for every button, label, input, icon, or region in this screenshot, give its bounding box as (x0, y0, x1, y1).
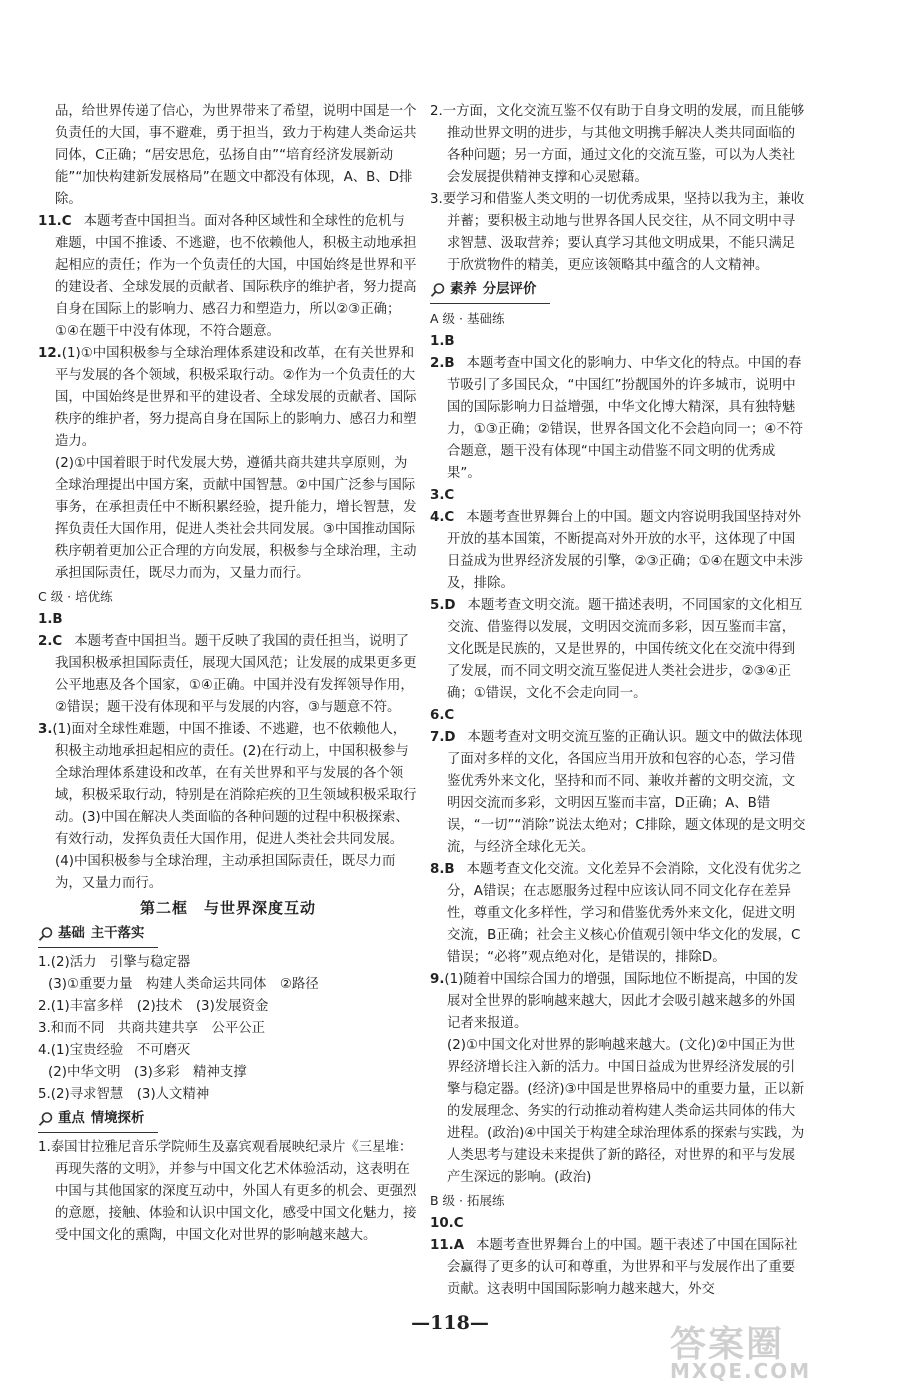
question-number: 8. (430, 862, 445, 877)
question-number: 10. (430, 1216, 454, 1231)
magnifier-icon (38, 926, 54, 942)
section-label: 情境探析 (90, 1111, 145, 1126)
answer-a7 (430, 727, 808, 859)
level-c-heading: C 级 · 培优练 (38, 589, 113, 604)
question-number: 11. (38, 214, 62, 229)
answer-text: (1)面对全球性难题，中国不推诿、不逃避，也不依赖他人，积极主动地承担起相应的责任。(2)在行动上，中国积极参与全球治理体系建设和改革，在有关世界和平与发展的各个领域，积极采取行动，特别是在消除疟疾的卫生领域积极采取行动。(3)中国在解决人类面临的各种问题的过程中积极探索、有效行动，发挥负责任大国作用，促进人类社会共同发展。(4)中国积极参与全球治理，主动承担国际责任，既尽力而为，又量力而行。 (52, 722, 417, 891)
question-number: 12. (38, 346, 62, 361)
answer-letter: C (61, 214, 72, 229)
left-column (38, 101, 418, 1247)
answer-a9-part1 (430, 969, 808, 1035)
answer-text: 本题考查世界舞台上的中国。题干表述了中国在国际社会赢得了更多的认可和尊重，为世界和平与发展作出了重要贡献。这表明中国国际影响力越来越大，外交 (447, 1238, 798, 1297)
answer-letter: D (444, 730, 456, 745)
section-label: 主干落实 (90, 926, 145, 941)
question-number: 9. (430, 972, 445, 987)
answer-text: 本题考查文明交流。题干描述表明，不同国家的文化相互交流、借鉴得以发展，文明因交流而多彩，因互鉴而丰富，文化既是民族的，又是世界的，中国传统文化在交流中得到了发展，而不同文明交流互鉴促进人类社会进步，②③④正确；①错误，文化不会走向同一。 (447, 598, 803, 701)
answer-c3 (38, 719, 418, 895)
key-answer-3: 3.要学习和借鉴人类文明的一切优秀成果，坚持以我为主，兼收并蓄；要积极主动地与世界各国人民交往，从不同文明中寻求智慧、汲取营养；要认真学习其他文明成果，不能只满足于欣赏物件的精美，更应该领略其中蕴含的人文精神。 (430, 192, 805, 273)
evaluation-section-heading (430, 279, 550, 304)
key-section-heading (38, 1108, 158, 1133)
basic-line: (3)①重要力量 构建人类命运共同体 ②路径 (48, 977, 319, 992)
answer-a6 (430, 705, 808, 727)
section-title: 第二框 与世界深度互动 (139, 899, 316, 917)
basic-line: 2.(1)丰富多样 (2)技术 (3)发展资金 (38, 999, 269, 1014)
answer-a3 (430, 485, 808, 507)
question-number: 3. (38, 722, 53, 737)
answer-letter: B (444, 356, 455, 371)
basic-line: 3.和而不同 共商共建共享 公平公正 (38, 1021, 266, 1036)
basic-answers-list (38, 952, 418, 1106)
answer-text: 本题考查对文明交流互鉴的正确认识。题文中的做法体现了面对多样的文化，各国应当用开放和包容的心态，学习借鉴优秀外来文化，坚持和而不同、兼收并蓄的文明交流，文明因交流而多彩，文明因互鉴而丰富，D正确；A、B错误，“一切”“消除”说法太绝对；C排除，题文体现的是文明交流，与经济全球化无关。 (447, 730, 806, 855)
answer-a8 (430, 859, 808, 969)
magnifier-icon (38, 1111, 54, 1127)
answer-b10 (430, 1213, 808, 1235)
answer-letter: B (444, 862, 455, 877)
key-answer-2: 2.一方面，文化交流互鉴不仅有助于自身文明的发展，而且能够推动世界文明的进步，与其他文明携手解决人类共同面临的各种问题；另一方面，通过文化的交流互鉴，可以为人类社会发展提供精神支撑和心灵慰藉。 (430, 104, 805, 185)
answer-letter: A (453, 1238, 465, 1253)
level-a-heading: A 级 · 基础练 (430, 311, 505, 326)
answer-letter: C (52, 634, 63, 649)
answer-letter: B (52, 612, 63, 627)
basic-line: 1.(2)活力 引擎与稳定器 (38, 955, 191, 970)
answer-c2 (38, 631, 418, 719)
question-number: 2. (38, 634, 53, 649)
answer-a9-part2: (2)①中国文化对世界的影响越来越大。(文化)②中国正为世界经济增长注入新的活力。中国日益成为世界经济发展的引擎与稳定器。(经济)③中国是世界格局中的重要力量，正以新的发展理念、务实的行动推动着构建人类命运共同体的伟大进程。(政治)④中国关于构建全球治理体系的探索与实践，为人类思考与建设未来提供了新的路径，对世界的和平与发展产生深远的影响。(政治) (447, 1038, 805, 1185)
question-number: 2. (430, 356, 445, 371)
answer-text: 本题考查中国担当。面对各种区域性和全球性的危机与难题，中国不推诿、不逃避，也不依赖他人，积极主动地承担起相应的责任；作为一个负责任的大国，中国始终是世界和平的建设者、全球发展的贡献者、国际秩序的维护者，努力提高自身在国际上的影响力、感召力和塑造力，所以②③正确；①④在题干中没有体现，不符合题意。 (55, 214, 417, 339)
section-tag: 基础 (58, 926, 85, 941)
question-number: 1. (430, 334, 445, 349)
question-number: 3. (430, 488, 445, 503)
answer-letter: B (444, 334, 455, 349)
answer-letter: C (444, 488, 455, 503)
watermark-logo (670, 1316, 880, 1383)
answer-text: 本题考查中国文化的影响力、中华文化的特点。中国的春节吸引了多国民众，“中国红”扮靓国外的许多城市，说明中国的国际影响力日益增强，中华文化博大精深，具有独特魅力，①③正确；②错误，世界各国文化不会趋向同一；④不符合题意，题干没有体现“中国主动借鉴不同文明的优秀成果”。 (447, 356, 804, 481)
answer-letter: D (444, 598, 456, 613)
question-number: 5. (430, 598, 445, 613)
question-number: 7. (430, 730, 445, 745)
basic-section-heading (38, 923, 158, 948)
key-answer-1: 1.泰国甘拉雅尼音乐学院师生及嘉宾观看展映纪录片《三星堆：再现失落的文明》，并参与中国文化艺术体验活动，这表明在中国与其他国家的深度互动中，外国人有更多的机会、更强烈的意愿，接触、体验和认识中国文化，感受中国文化魅力，接受中国文化的熏陶，中国文化对世界的影响越来越大。 (38, 1140, 417, 1243)
section-tag: 素养 (450, 282, 477, 297)
page-number: —118— (411, 1312, 489, 1334)
basic-line: (2)中华文明 (3)多彩 精神支撑 (48, 1065, 247, 1080)
question-number: 4. (430, 510, 445, 525)
answer-letter: C (444, 510, 455, 525)
answer-11 (38, 211, 418, 343)
answer-text: (1)随着中国综合国力的增强，国际地位不断提高，中国的发展对全世界的影响越来越大，因此才会吸引越来越多的外国记者来报道。 (444, 972, 799, 1031)
answer-letter: C (444, 708, 455, 723)
right-column (430, 101, 808, 1301)
section-tag: 重点 (58, 1111, 85, 1126)
answer-text: 本题考查世界舞台上的中国。题文内容说明我国坚持对外开放的基本国策，不断提高对外开放的水平，这体现了中国日益成为世界经济发展的引擎，②③正确；①④在题文中未涉及，排除。 (447, 510, 804, 591)
intro-paragraph: 品，给世界传递了信心，为世界带来了希望，说明中国是一个负责任的大国，事不避难，勇于担当，致力于构建人类命运共同体，C正确；“居安思危，弘扬自由”“培育经济发展新动能”“加快构建新发展格局”在题文中都没有体现，A、B、D排除。 (55, 104, 417, 207)
basic-line: 5.(2)寻求智慧 (3)人文精神 (38, 1087, 210, 1102)
section-label: 分层评价 (482, 282, 537, 297)
question-number: 11. (430, 1238, 454, 1253)
answer-a5 (430, 595, 808, 705)
answer-a1 (430, 331, 808, 353)
watermark-url: MXQE.COM (670, 1359, 812, 1383)
answer-a4 (430, 507, 808, 595)
answer-a2 (430, 353, 808, 485)
answer-12-part1 (38, 343, 418, 453)
question-number: 1. (38, 612, 53, 627)
level-b-heading: B 级 · 拓展练 (430, 1193, 505, 1208)
answer-text: 本题考查文化交流。文化差异不会消除，文化没有优劣之分，A错误；在志愿服务过程中应该认同不同文化存在差异性，尊重文化多样性，学习和借鉴优秀外来文化，促进文明交流，B正确；社会主义核心价值观引领中华文化的发展，C错误；“必将”观点绝对化，是错误的，排除D。 (447, 862, 802, 965)
answer-text: 本题考查中国担当。题干反映了我国的责任担当，说明了我国积极承担国际责任，展现大国风范；让发展的成果更多更公平地惠及各个国家，①④正确。中国并没有发挥领导作用，②错误；题干没有体现和平与发展的内容，③与题意不符。 (55, 634, 417, 715)
answer-12-part2: (2)①中国着眼于时代发展大势，遵循共商共建共享原则，为全球治理提出中国方案，贡献中国智慧。②中国广泛参与国际事务，在承担责任中不断积累经验，提升能力，增长智慧，发挥负责任大国作用，促进人类社会共同发展。③中国推动国际秩序朝着更加公正合理的方向发展，积极参与全球治理，主动承担国际责任，既尽力而为，又量力而行。 (55, 456, 417, 581)
magnifier-icon (430, 282, 446, 298)
question-number: 6. (430, 708, 445, 723)
watermark-text: 答案圈 (670, 1324, 785, 1365)
answer-b11 (430, 1235, 808, 1301)
answer-c1 (38, 609, 418, 631)
answer-letter: C (453, 1216, 464, 1231)
answer-text: (1)①中国积极参与全球治理体系建设和改革，在有关世界和平与发展的各个领域，积极采取行动。②作为一个负责任的大国，中国始终是世界和平的建设者、全球发展的贡献者、国际秩序的维护者，努力提高自身在国际上的影响力、感召力和塑造力。 (55, 346, 417, 449)
basic-line: 4.(1)宝贵经验 不可磨灭 (38, 1043, 191, 1058)
